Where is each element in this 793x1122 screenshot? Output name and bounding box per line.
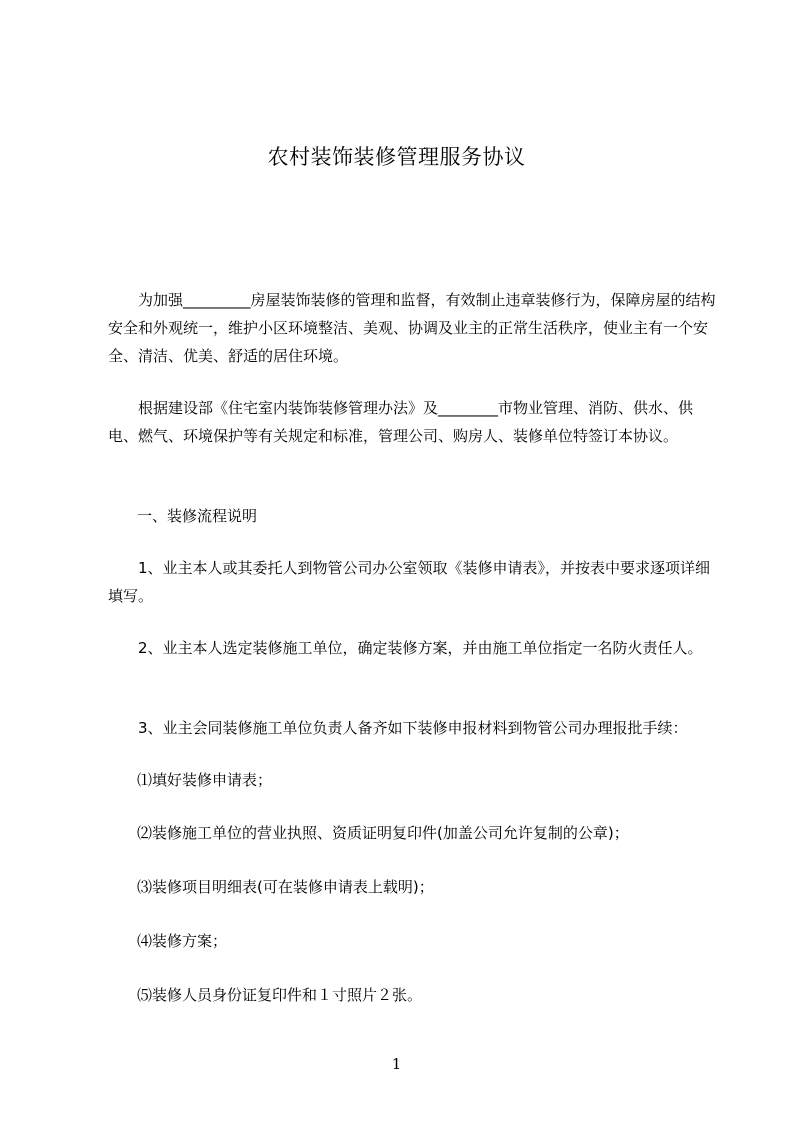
intro-paragraph: 为加强_________房屋装饰装修的管理和监督，有效制止违章装修行为，保障房屋的结构安全和外观统一，维护小区环境整洁、美观、协调及业主的正常生活秩序，使业主有一个安全、清洁、优美、舒适的居住环境。 xyxy=(108,291,716,365)
section-heading: 一、装修流程说明 xyxy=(137,507,258,525)
step-3: 3、业主会同装修施工单位负责人备齐如下装修申报材料到物管公司办理报批手续： xyxy=(138,719,688,737)
material-item-3: ⑶装修项目明细表(可在装修申请表上载明)； xyxy=(137,878,434,896)
material-item-1: ⑴填好装修申请表； xyxy=(137,771,273,789)
material-item-2: ⑵装修施工单位的营业执照、资质证明复印件(加盖公司允许复制的公章)； xyxy=(137,824,629,842)
step-2: 2、业主本人选定装修施工单位，确定装修方案，并由施工单位指定一名防火责任人。 xyxy=(138,639,703,657)
step-1: 1、业主本人或其委托人到物管公司办公室领取《装修申请表》，并按表中要求逐项详细填写。 xyxy=(108,559,711,605)
document-title: 农村装饰装修管理服务协议 xyxy=(267,145,526,169)
material-item-5: ⑸装修人员身份证复印件和１寸照片２张。 xyxy=(137,986,423,1004)
material-item-4: ⑷装修方案； xyxy=(137,932,228,950)
basis-paragraph: 根据建设部《住宅室内装饰装修管理办法》及________市物业管理、消防、供水、供电、燃气、环境保护等有关规定和标准，管理公司、购房人、装修单位特签订本协议。 xyxy=(108,399,694,445)
page-number: 1 xyxy=(391,1055,402,1073)
